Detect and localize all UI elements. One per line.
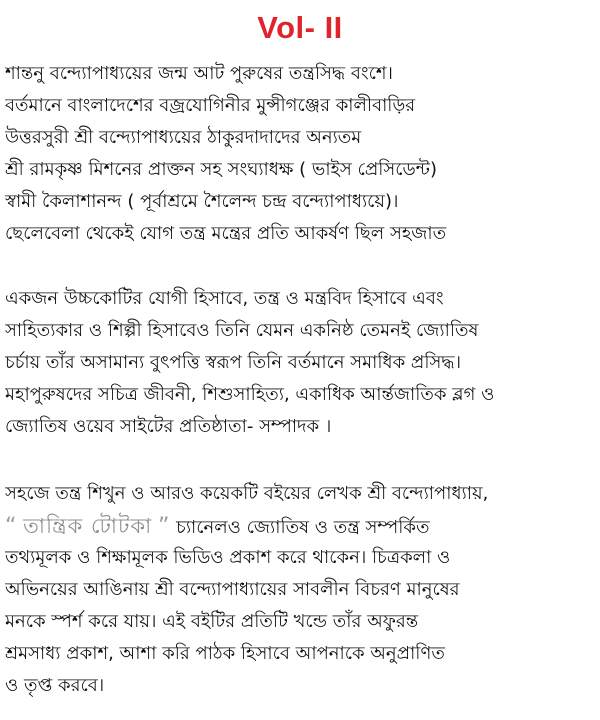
text-line: উত্তরসুরী শ্রী বন্দ্যোপাধ্যয়ের ঠাকুরদাদাদের অন্যতম <box>5 127 362 148</box>
text-line: চর্চায় তাঁর অসামান্য বুৎপত্তি স্বরূপ তিনি বর্তমানে সমাধিক প্রসিদ্ধ। <box>5 352 462 373</box>
text-line: স্বামী কৈলাশানন্দ ( পূর্বাশ্রমে শৈলেন্দ চন্দ্র বন্দ্যোপাধ্যয়ে)। <box>5 191 399 212</box>
text-line: ছেলেবেলা থেকেই যোগ তন্ত্র মন্ত্রের প্রতি আকর্ষণ ছিল সহজাত <box>5 223 447 244</box>
text-line: শান্তনু বন্দ্যোপাধ্যয়ের জন্ম আট পুরুষের তন্ত্রসিদ্ধ বংশে। <box>5 63 393 84</box>
text-line: সহজে তন্ত্র শিখুন ও আরও কয়েকটি বইয়ের লেখক শ্রী বন্দ্যোপাধ্যায়, <box>5 483 489 504</box>
text-line: জ্যোতিষ ওয়েব সাইটের প্রতিষ্ঠাতা- সম্পাদক । <box>5 416 332 437</box>
text-line: অভিনয়ের আঙিনায় শ্রী বন্দ্যোপাধ্যায়ের সাবলীন বিচরণ মানুষের <box>5 579 460 600</box>
text-line: একজন উচ্চকোটির যোগী হিসাবে, তন্ত্র ও মন্ত্রবিদ হিসাবে এবং <box>5 288 444 309</box>
channel-name: তান্ত্রিক টোটকা <box>23 514 153 538</box>
text-line: ও তৃপ্ত করবে। <box>5 675 105 696</box>
text-line: তথ্যমূলক ও শিক্ষামূলক ভিডিও প্রকাশ করে থাকেন। চিত্রকলা ও <box>5 547 451 568</box>
text-line: শ্রী রামকৃষ্ণ মিশনের প্রাক্তন সহ সংঘ্যাধক্ষ ( ভাইস প্রেসিডেন্ট) <box>5 159 437 180</box>
close-quote: ” <box>157 514 171 539</box>
text-line: সাহিত্যকার ও শিল্পী হিসাবেও তিনি যেমন একনিষ্ঠ তেমনই জ্যোতিষ <box>5 320 479 341</box>
paragraph-achievements <box>5 283 595 443</box>
paragraph-channel-and-book <box>5 478 595 702</box>
text-line-with-channel <box>5 510 595 542</box>
text-line: বর্তমানে বাংলাদেশের বজ্রযোগিনীর মুন্সীগঞ্জের কালীবাড়ির <box>5 95 416 116</box>
volume-title: Vol- II <box>257 10 343 45</box>
paragraph-family-background <box>5 58 595 250</box>
text-line: মহাপুরুষদের সচিত্র জীবনী, শিশুসাহিত্য, একাধিক আর্ন্তজাতিক ব্লগ ও <box>5 384 495 405</box>
channel-description: চ্যানেলও জ্যোতিষ ও তন্ত্র সম্পর্কিত <box>176 517 430 538</box>
text-line: শ্রমসাধ্য প্রকাশ, আশা করি পাঠক হিসাবে আপনাকে অনুপ্রাণিত <box>5 643 445 664</box>
text-line: মনকে স্পর্শ করে যায়। এই বইটির প্রতিটি খন্ডে তাঁর অফুরন্ত <box>5 611 419 632</box>
open-quote: “ <box>5 514 18 539</box>
